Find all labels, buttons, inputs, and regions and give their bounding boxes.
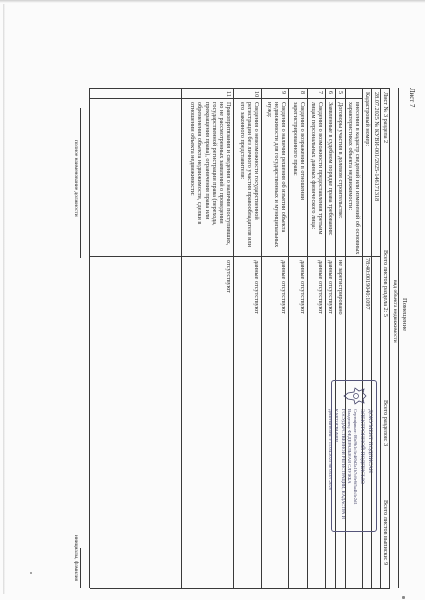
row-label: Заявленные в судебном порядке права требования:: [327, 102, 334, 236]
sheet-number: Лист № 3 раздела 2: [382, 92, 389, 144]
row-label: Сведения о наличии решения об изъятии объекта недвижимости для государственных и муниципальных нужд:: [265, 102, 287, 248]
total-sheets-section: Всего листов раздела 2: 5: [382, 250, 389, 317]
stamp-certificate: Сертификат: 00a9b1c3e4f0d2a1b7c8e6f5a4b3c2d1: [352, 409, 358, 505]
row-number: 10: [253, 91, 260, 98]
stamp-title: ДОКУМЕНТ ПОДПИСАН: [367, 409, 373, 473]
scan-left-shadow: [3, 4, 5, 594]
cadastral-number: 78:40:0019040:1097: [364, 258, 371, 310]
stamp-validity: Действителен: с 11.04.2025 по 05.07.2026: [328, 409, 334, 491]
cadastral-label: Кадастровый номер:: [364, 92, 371, 147]
position-caption: полное наименование должности: [73, 140, 79, 217]
title-rule: [398, 88, 399, 588]
row-label: Договоры участия в долевом строительстве:: [337, 102, 344, 219]
sheet-label: Лист 7: [408, 88, 415, 108]
date-number: 28.07.2025 № КУВИ-001/2025-146171318: [373, 92, 380, 202]
row-label: Сведения о возможности предоставления третьим лицам персональных данных физического лица:: [309, 102, 324, 235]
row-label: Сведения о возражении в отношении зарегистрированного права:: [291, 102, 306, 200]
row-value: данные отсутствуют: [299, 260, 306, 314]
initials-caption: инициалы, фамилия: [73, 535, 79, 582]
row-value: данные отсутствуют: [317, 260, 324, 314]
header-rule-mid: [380, 88, 381, 588]
row-rule: [288, 88, 289, 588]
row-text: внесения в кадастр сведений или изменений об основных: [354, 102, 361, 255]
electronic-signature-stamp: [328, 380, 377, 532]
row-number: 5: [337, 91, 344, 95]
num-column-rule: [90, 98, 363, 99]
row-rule: [233, 88, 234, 588]
stamp-owner: Владелец: ФЕДЕРАЛЬНАЯ СЛУЖБА ГОСУДАРСТВЕННОЙ РЕГИСТРАЦИИ, КАДАСТРА И КАРТОГРАФИИ: [334, 409, 352, 519]
row-number: 6: [327, 91, 334, 95]
stamp-subtitle: ЭЛЕКТРОННОЙ ПОДПИСЬЮ: [359, 409, 366, 484]
object-type-caption: вид объекта недвижимости: [392, 280, 398, 343]
row-label: Правопритязания и сведения о наличии поступивших, но не рассмотренных заявлений о проведении государственной регистрации права (перехода, прекращения права), ограничения права или обременения объекта недвижимости, сделки в отношении объекта недвижимости:: [189, 102, 232, 246]
rotated-document: [60, 80, 420, 595]
row-label: Сведения о невозможности государственной регистрации без личного участия правообладателя или его законного представителя:: [238, 102, 260, 247]
scan-speck: [30, 572, 32, 574]
scan-speck: [402, 596, 405, 599]
position-signature-line: [80, 108, 81, 258]
row-rule: [307, 88, 308, 588]
row-value: данные отсутствуют: [280, 260, 287, 314]
row-value: данные отсутствуют: [253, 260, 260, 314]
initials-signature-line: [80, 548, 81, 588]
row-rule: [325, 88, 326, 588]
row-rule: [181, 88, 182, 588]
total-sheets-statement: Всего листов выписки: 9: [382, 500, 389, 566]
row-value: данные отсутствуют: [327, 260, 334, 314]
total-sections: Всего разделов: 3: [382, 400, 389, 447]
value-column-rule: [90, 256, 381, 257]
coat-of-arms-icon: [342, 387, 368, 405]
table-right-border: [90, 588, 390, 589]
row-number: 8: [299, 91, 306, 95]
header-rule-top: [389, 88, 390, 588]
row-text: характеристиках объекта недвижимости:: [347, 102, 354, 211]
row-value: отсутствуют: [225, 260, 232, 293]
row-number: 9: [280, 91, 287, 95]
object-type-title: Помещение: [401, 298, 408, 332]
row-number: 11: [225, 91, 232, 97]
table-bottom-border: [89, 88, 90, 588]
scan-top-edge: [0, 0, 425, 3]
row-value: не зарегистрировано: [337, 260, 344, 315]
row-number: 7: [317, 91, 324, 95]
row-rule: [261, 88, 262, 588]
